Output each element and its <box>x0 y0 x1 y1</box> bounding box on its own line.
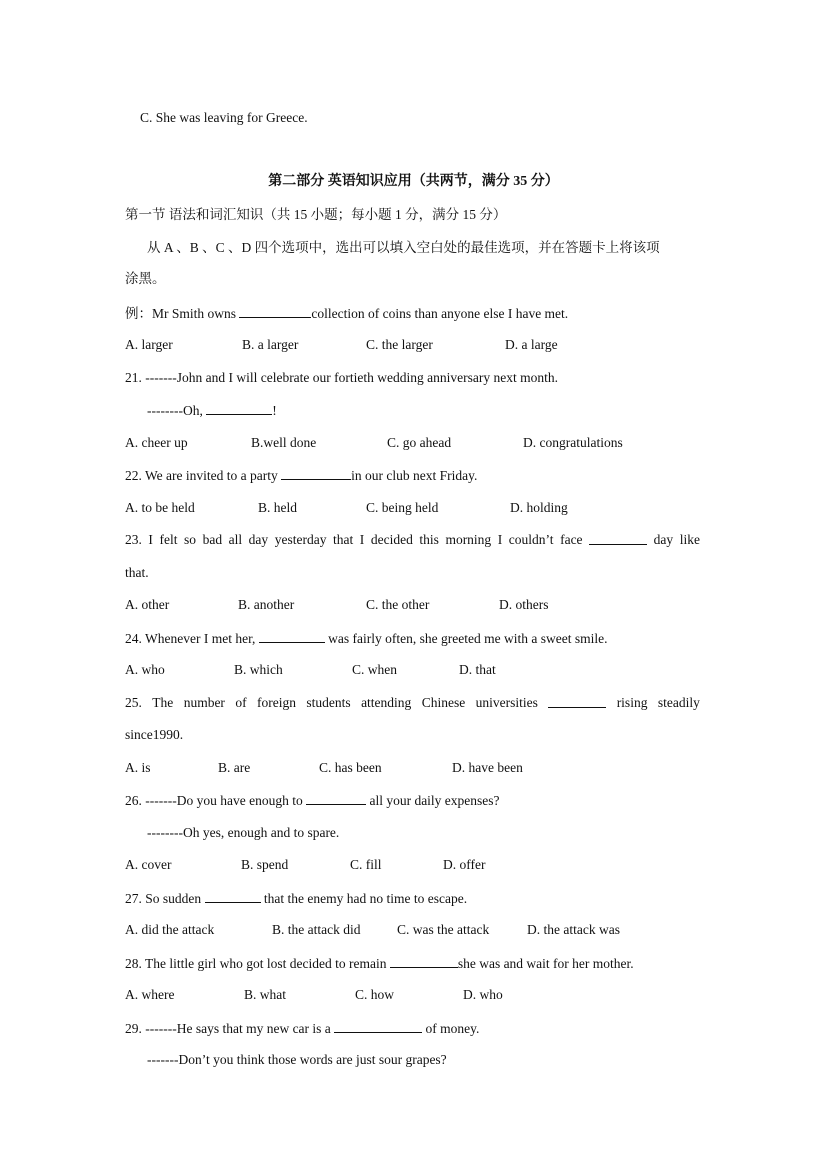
option-d: D. the attack was <box>527 922 620 937</box>
answer-blank <box>239 304 311 318</box>
option-c: C. the other <box>366 597 430 612</box>
prev-question-option-c: C. She was leaving for Greece. <box>140 110 308 125</box>
option-d: D. congratulations <box>523 435 623 450</box>
option-c: C. go ahead <box>387 435 452 450</box>
word: couldn’t <box>508 532 554 547</box>
option-d: D. a large <box>505 337 558 352</box>
option-a: A. is <box>125 760 151 775</box>
answer-blank <box>548 694 606 708</box>
q29-line-2: -------Don’t you think those words are just sour grapes? <box>147 1052 447 1067</box>
option-a: A. who <box>125 662 165 677</box>
word: of <box>235 695 247 710</box>
stem-text: she was and wait for her mother. <box>457 956 634 971</box>
option-d: D. have been <box>452 760 523 775</box>
stem-text: 29. -------He says that my new car is a <box>125 1021 335 1036</box>
word: morning <box>445 532 492 547</box>
option-b: B. the attack did <box>272 922 361 937</box>
stem-text: 22. We are invited to a party <box>125 468 282 483</box>
option-c: C. how <box>355 987 395 1002</box>
word: The <box>152 695 174 710</box>
instruction-line-2: 涂黑。 <box>125 271 166 286</box>
word: Chinese <box>421 695 466 710</box>
option-d: D. others <box>499 597 549 612</box>
stem-text: all your daily expenses? <box>366 793 500 808</box>
stem-text: 28. The little girl who got lost decided to remain <box>125 956 390 971</box>
word: foreign <box>257 695 296 710</box>
stem-text: ! <box>272 403 277 418</box>
stem-text: 26. -------Do you have enough to <box>125 793 307 808</box>
word: so <box>184 532 197 547</box>
q26-line-2: --------Oh yes, enough and to spare. <box>147 825 340 840</box>
option-a: A. cover <box>125 857 172 872</box>
word: yesterday <box>274 532 327 547</box>
option-a: A. where <box>125 987 175 1002</box>
option-a: A. did the attack <box>125 922 215 937</box>
q23-line-2: that. <box>125 565 149 580</box>
option-d: D. that <box>459 662 496 677</box>
option-d: D. offer <box>443 857 486 872</box>
example-stem <box>125 304 568 323</box>
answer-blank <box>306 791 366 805</box>
option-c: C. was the attack <box>397 922 490 937</box>
stem-text: 24. Whenever I met her, <box>125 631 259 646</box>
option-b: B. another <box>238 597 295 612</box>
q23-line-1 <box>125 531 700 549</box>
word: attending <box>361 695 412 710</box>
part-two-heading: 第二部分 英语知识应用（共两节，满分 35 分） <box>268 174 559 189</box>
stem-text: in our club next Friday. <box>351 468 478 483</box>
answer-blank <box>259 629 325 643</box>
word: I <box>359 532 365 547</box>
word: day <box>653 532 674 547</box>
q26-line-1 <box>125 791 500 810</box>
option-b: B. which <box>234 662 283 677</box>
word: face <box>560 532 583 547</box>
word: steadily <box>657 695 700 710</box>
word: bad <box>202 532 223 547</box>
option-c: C. when <box>352 662 397 677</box>
option-a: A. cheer up <box>125 435 188 450</box>
q28-stem <box>125 954 634 973</box>
word: 25. <box>125 695 142 710</box>
q29-line-1 <box>125 1019 479 1038</box>
word: this <box>419 532 439 547</box>
option-c: C. the larger <box>366 337 433 352</box>
word: I <box>497 532 503 547</box>
word: number <box>183 695 225 710</box>
section-one-title: 第一节 语法和词汇知识（共 15 小题；每小题 1 分，满分 15 分） <box>125 207 507 222</box>
instruction-line-1: 从 A 、B 、C 、D 四个选项中，选出可以填入空白处的最佳选项，并在答题卡上将该项 <box>147 240 660 255</box>
answer-blank <box>206 401 272 415</box>
stem-text: 例：Mr Smith owns <box>125 306 240 321</box>
stem-text: --------Oh, <box>147 403 207 418</box>
word: day <box>248 532 269 547</box>
word: students <box>306 695 351 710</box>
word: I <box>148 532 153 547</box>
answer-blank <box>589 531 647 545</box>
q21-line-1: 21. -------John and I will celebrate our fortieth wedding anniversary next month. <box>125 370 558 385</box>
option-c: C. fill <box>350 857 382 872</box>
q24-stem <box>125 629 607 648</box>
option-d: D. holding <box>510 500 568 515</box>
stem-text: that the enemy had no time to escape. <box>260 891 468 906</box>
option-b: B. spend <box>241 857 289 872</box>
q27-stem <box>125 889 467 908</box>
word: rising <box>616 695 648 710</box>
stem-text: was fairly often, she greeted me with a sweet smile. <box>324 631 608 646</box>
stem-text: collection of coins than anyone else I have met. <box>311 306 569 321</box>
q22-stem <box>125 466 477 485</box>
option-a: A. other <box>125 597 170 612</box>
option-c: C. being held <box>366 500 439 515</box>
word: felt <box>159 532 178 547</box>
word: 23. <box>125 532 142 547</box>
word: decided <box>370 532 413 547</box>
word: that <box>333 532 354 547</box>
option-a: A. larger <box>125 337 173 352</box>
q25-line-2: since1990. <box>125 727 184 742</box>
answer-blank <box>281 466 351 480</box>
option-d: D. who <box>463 987 503 1002</box>
stem-text: 27. So sudden <box>125 891 205 906</box>
option-b: B.well done <box>251 435 317 450</box>
option-b: B. held <box>258 500 297 515</box>
option-a: A. to be held <box>125 500 195 515</box>
word: like <box>679 532 700 547</box>
word: all <box>228 532 243 547</box>
answer-blank <box>334 1019 422 1033</box>
q21-line-2 <box>147 401 277 420</box>
option-c: C. has been <box>319 760 382 775</box>
stem-text: of money. <box>422 1021 480 1036</box>
option-b: B. are <box>218 760 251 775</box>
option-b: B. a larger <box>242 337 299 352</box>
answer-blank <box>205 889 261 903</box>
word: universities <box>475 695 538 710</box>
q25-line-1 <box>125 694 700 712</box>
option-b: B. what <box>244 987 286 1002</box>
answer-blank <box>390 954 458 968</box>
